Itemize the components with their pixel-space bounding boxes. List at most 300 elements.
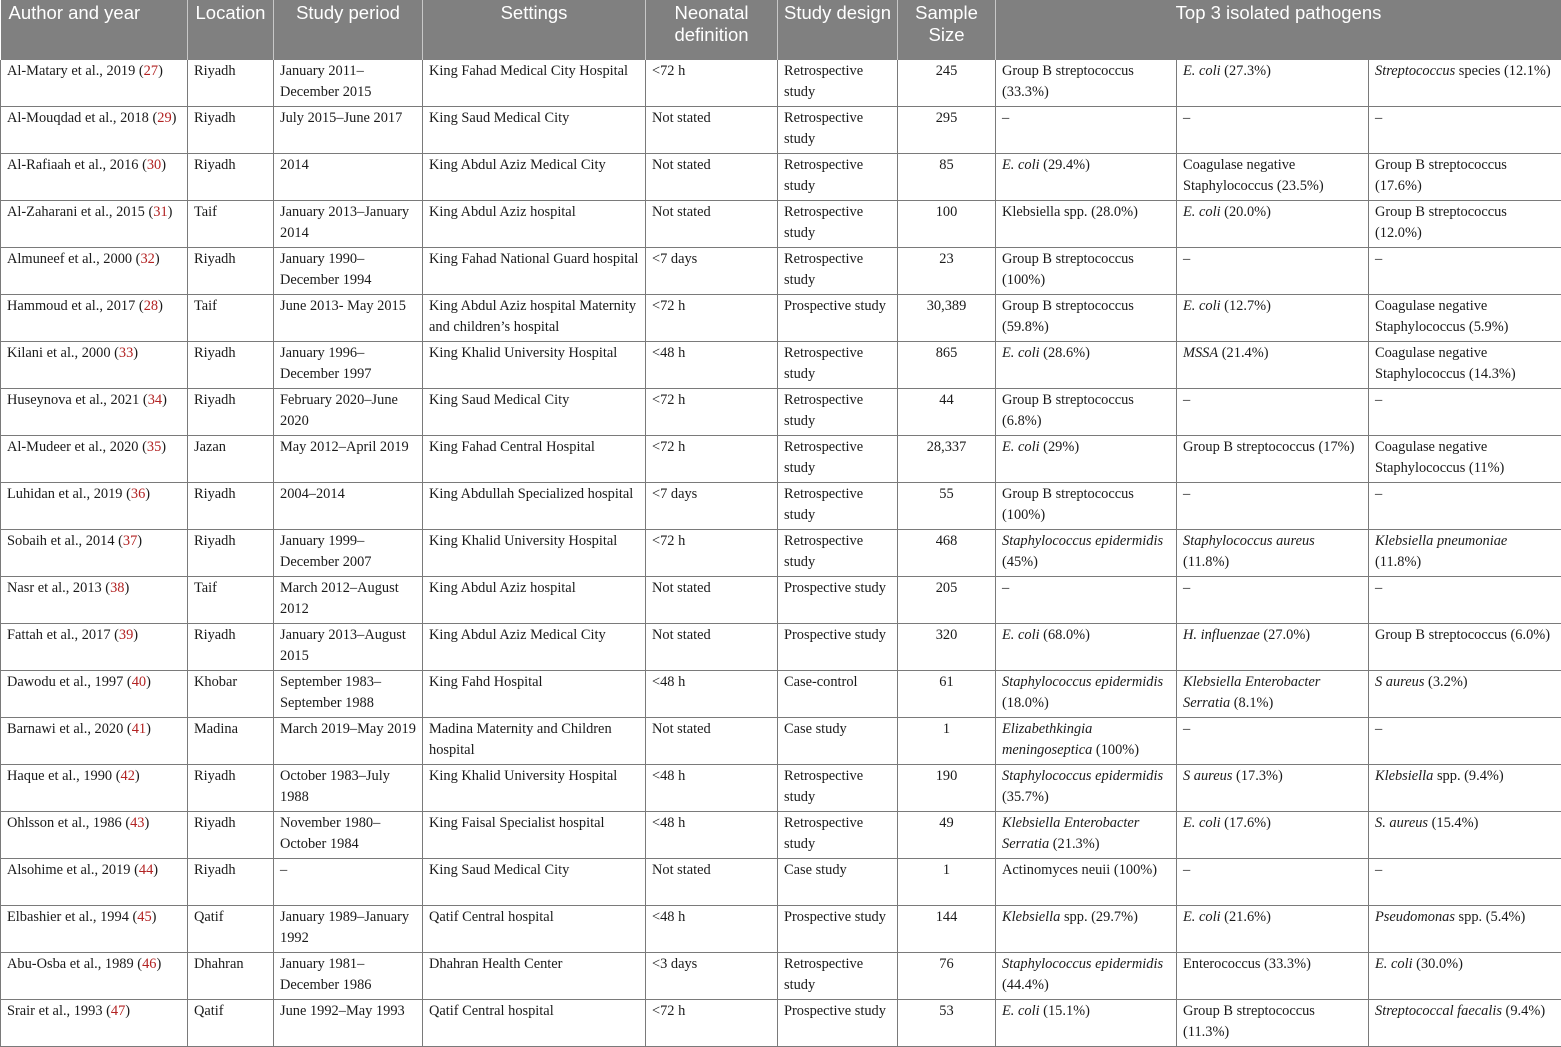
pathogen-2-cell — [1177, 295, 1369, 342]
pathogen-text: E. coli — [1002, 1003, 1040, 1019]
closing-paren: ) — [125, 580, 130, 596]
pathogen-3-cell — [1369, 906, 1561, 953]
pathogen-text: (11.8%) — [1375, 554, 1421, 570]
pathogen-3-cell — [1369, 577, 1561, 624]
pathogen-2-cell — [1177, 812, 1369, 859]
location-cell: Riyadh — [188, 389, 274, 436]
location-cell: Jazan — [188, 436, 274, 483]
author-cell — [1, 248, 188, 295]
pathogen-text: Staphylococcus epidermidis — [1002, 674, 1163, 690]
study-period-cell: January 1990–December 1994 — [274, 248, 423, 295]
author-text: Barnawi et al., 2020 ( — [7, 721, 132, 737]
pathogen-3-cell — [1369, 624, 1561, 671]
pathogen-text: (3.2%) — [1424, 674, 1467, 690]
author-text: Almuneef et al., 2000 ( — [7, 251, 140, 267]
study-period-cell: October 1983–July 1988 — [274, 765, 423, 812]
settings-cell: King Fahad Central Hospital — [423, 436, 646, 483]
pathogen-text: Streptococcus — [1375, 63, 1455, 79]
pathogen-text: – — [1375, 392, 1382, 408]
table-row — [1, 483, 1561, 530]
reference-link[interactable]: 39 — [119, 627, 133, 643]
sample-size-cell: 245 — [898, 60, 996, 107]
study-design-cell: Retrospective study — [778, 530, 898, 577]
study-period-cell: July 2015–June 2017 — [274, 107, 423, 154]
pathogen-3-cell — [1369, 859, 1561, 906]
sample-size-cell: 320 — [898, 624, 996, 671]
location-cell: Riyadh — [188, 60, 274, 107]
neonatal-definition-cell: <48 h — [646, 671, 778, 718]
pathogen-3-cell — [1369, 718, 1561, 765]
pathogen-text: species (12.1%) — [1455, 63, 1551, 79]
pathogen-2-cell — [1177, 248, 1369, 295]
reference-link[interactable]: 34 — [148, 392, 162, 408]
neonatal-definition-cell: Not stated — [646, 107, 778, 154]
neonatal-definition-cell: <72 h — [646, 389, 778, 436]
study-design-cell: Retrospective study — [778, 154, 898, 201]
author-cell — [1, 483, 188, 530]
reference-link[interactable]: 31 — [153, 204, 167, 220]
author-text: Abu-Osba et al., 1989 ( — [7, 956, 142, 972]
sample-size-cell: 295 — [898, 107, 996, 154]
pathogen-3-cell — [1369, 812, 1561, 859]
pathogen-text: (28.6%) — [1040, 345, 1090, 361]
pathogen-1-cell — [996, 483, 1177, 530]
author-cell — [1, 342, 188, 389]
pathogen-text: (15.4%) — [1428, 815, 1478, 831]
pathogen-1-cell — [996, 248, 1177, 295]
reference-link[interactable]: 29 — [157, 110, 171, 126]
reference-link[interactable]: 27 — [144, 63, 158, 79]
closing-paren: ) — [135, 768, 140, 784]
pathogen-2-cell — [1177, 389, 1369, 436]
reference-link[interactable]: 40 — [132, 674, 146, 690]
pathogen-1-cell — [996, 201, 1177, 248]
location-cell: Riyadh — [188, 812, 274, 859]
pathogen-text: (68.0%) — [1040, 627, 1090, 643]
pathogen-text: – — [1375, 862, 1382, 878]
location-cell: Riyadh — [188, 624, 274, 671]
settings-cell: King Abdul Aziz hospital — [423, 577, 646, 624]
study-period-cell: March 2019–May 2019 — [274, 718, 423, 765]
pathogen-1-cell — [996, 530, 1177, 577]
pathogen-text: Coagulase negative Staphylococcus (14.3%) — [1375, 345, 1516, 382]
pathogen-3-cell — [1369, 154, 1561, 201]
author-text: Kilani et al., 2000 ( — [7, 345, 119, 361]
neonatal-definition-cell: <72 h — [646, 1000, 778, 1047]
pathogen-3-cell — [1369, 248, 1561, 295]
pathogen-text: (44.4%) — [1002, 977, 1049, 993]
pathogen-1-cell — [996, 107, 1177, 154]
closing-paren: ) — [153, 862, 158, 878]
pathogen-text: Staphylococcus epidermidis — [1002, 768, 1163, 784]
neonatal-definition-cell: <48 h — [646, 812, 778, 859]
study-period-cell: January 1989–January 1992 — [274, 906, 423, 953]
settings-cell: King Khalid University Hospital — [423, 342, 646, 389]
study-design-cell: Retrospective study — [778, 342, 898, 389]
pathogen-text: (20.0%) — [1221, 204, 1271, 220]
settings-cell: King Abdul Aziz hospital Maternity and children’s hospital — [423, 295, 646, 342]
reference-link[interactable]: 37 — [123, 533, 137, 549]
study-period-cell: January 1981–December 1986 — [274, 953, 423, 1000]
location-cell: Taif — [188, 201, 274, 248]
pathogen-text: Streptococcal faecalis — [1375, 1003, 1502, 1019]
study-period-cell: January 1996–December 1997 — [274, 342, 423, 389]
table-row — [1, 671, 1561, 718]
settings-cell: King Abdul Aziz Medical City — [423, 624, 646, 671]
settings-cell: King Abdul Aziz hospital — [423, 201, 646, 248]
pathogen-3-cell — [1369, 953, 1561, 1000]
pathogen-text: (15.1%) — [1040, 1003, 1090, 1019]
pathogen-text: E. coli — [1002, 627, 1040, 643]
author-text: Nasr et al., 2013 ( — [7, 580, 110, 596]
pathogen-1-cell — [996, 953, 1177, 1000]
header-study-design: Study design — [778, 0, 898, 60]
sample-size-cell: 53 — [898, 1000, 996, 1047]
pathogen-text: (18.0%) — [1002, 695, 1049, 711]
closing-paren: ) — [156, 956, 161, 972]
pathogen-text: (21.6%) — [1221, 909, 1271, 925]
pathogen-text: – — [1002, 110, 1009, 126]
sample-size-cell: 144 — [898, 906, 996, 953]
reference-link[interactable]: 44 — [139, 862, 153, 878]
pathogen-3-cell — [1369, 765, 1561, 812]
table-row — [1, 859, 1561, 906]
author-cell — [1, 201, 188, 248]
pathogen-2-cell — [1177, 859, 1369, 906]
location-cell: Qatif — [188, 906, 274, 953]
study-design-cell: Case study — [778, 859, 898, 906]
pathogen-text: – — [1375, 110, 1382, 126]
table-row — [1, 577, 1561, 624]
sample-size-cell: 1 — [898, 859, 996, 906]
header-author: Author and year — [1, 0, 188, 60]
table-row — [1, 624, 1561, 671]
study-design-cell: Case-control — [778, 671, 898, 718]
closing-paren: ) — [152, 909, 157, 925]
author-text: Al-Zaharani et al., 2015 ( — [7, 204, 153, 220]
study-design-cell: Prospective study — [778, 295, 898, 342]
table-row — [1, 295, 1561, 342]
pathogen-text: – — [1002, 580, 1009, 596]
pathogen-1-cell — [996, 342, 1177, 389]
pathogen-text: (45%) — [1002, 554, 1038, 570]
pathogen-text: – — [1183, 862, 1190, 878]
author-cell — [1, 812, 188, 859]
pathogen-text: Staphylococcus epidermidis — [1002, 533, 1163, 549]
pathogen-text: – — [1375, 580, 1382, 596]
location-cell: Riyadh — [188, 483, 274, 530]
neonatal-definition-cell: <48 h — [646, 906, 778, 953]
pathogen-text: Group B streptococcus (6.0%) — [1375, 627, 1550, 643]
table-row — [1, 530, 1561, 577]
reference-link[interactable]: 32 — [140, 251, 154, 267]
neonatal-definition-cell: <72 h — [646, 295, 778, 342]
pathogen-2-cell — [1177, 483, 1369, 530]
closing-paren: ) — [137, 533, 142, 549]
study-design-cell: Retrospective study — [778, 201, 898, 248]
study-period-cell: January 2013–August 2015 — [274, 624, 423, 671]
pathogen-2-cell — [1177, 671, 1369, 718]
study-period-cell: January 2013–January 2014 — [274, 201, 423, 248]
pathogen-text: (11.8%) — [1183, 554, 1229, 570]
author-cell — [1, 859, 188, 906]
sample-size-cell: 23 — [898, 248, 996, 295]
pathogen-3-cell — [1369, 201, 1561, 248]
pathogen-2-cell — [1177, 577, 1369, 624]
pathogen-2-cell — [1177, 154, 1369, 201]
closing-paren: ) — [155, 251, 160, 267]
pathogen-3-cell — [1369, 60, 1561, 107]
settings-cell: Dhahran Health Center — [423, 953, 646, 1000]
study-design-cell: Retrospective study — [778, 248, 898, 295]
author-text: Hammoud et al., 2017 ( — [7, 298, 144, 314]
pathogen-2-cell — [1177, 624, 1369, 671]
reference-link[interactable]: 46 — [142, 956, 156, 972]
pathogen-1-cell — [996, 671, 1177, 718]
pathogen-2-cell — [1177, 342, 1369, 389]
pathogen-text: Elizabethkingia meningoseptica — [1002, 721, 1092, 758]
author-text: Fattah et al., 2017 ( — [7, 627, 119, 643]
study-period-cell: 2014 — [274, 154, 423, 201]
author-text: Luhidan et al., 2019 ( — [7, 486, 131, 502]
study-period-cell: November 1980–October 1984 — [274, 812, 423, 859]
study-design-cell: Retrospective study — [778, 436, 898, 483]
pathogen-text: Group B streptococcus (11.3%) — [1183, 1003, 1315, 1040]
table-row — [1, 906, 1561, 953]
reference-link[interactable]: 41 — [132, 721, 146, 737]
pathogen-1-cell — [996, 765, 1177, 812]
author-text: Al-Mudeer et al., 2020 ( — [7, 439, 147, 455]
pathogen-text: (100%) — [1092, 742, 1139, 758]
location-cell: Riyadh — [188, 765, 274, 812]
neonatal-definition-cell: Not stated — [646, 154, 778, 201]
table-row — [1, 248, 1561, 295]
reference-link[interactable]: 33 — [119, 345, 133, 361]
pathogen-text: MSSA — [1183, 345, 1218, 361]
reference-link[interactable]: 45 — [137, 909, 151, 925]
study-period-cell: September 1983–September 1988 — [274, 671, 423, 718]
header-sample-size: Sample Size — [898, 0, 996, 60]
pathogen-2-cell — [1177, 718, 1369, 765]
sample-size-cell: 85 — [898, 154, 996, 201]
study-period-cell: January 2011–December 2015 — [274, 60, 423, 107]
pathogen-1-cell — [996, 859, 1177, 906]
pathogen-text: Klebsiella spp. (28.0%) — [1002, 204, 1138, 220]
pathogen-1-cell — [996, 1000, 1177, 1047]
pathogen-text: E. coli — [1183, 815, 1221, 831]
pathogen-text: E. coli — [1183, 63, 1221, 79]
author-cell — [1, 107, 188, 154]
reference-link[interactable]: 47 — [111, 1003, 125, 1019]
neonatal-definition-cell: <72 h — [646, 530, 778, 577]
pathogen-text: E. coli — [1183, 204, 1221, 220]
reference-link[interactable]: 38 — [110, 580, 124, 596]
pathogen-3-cell — [1369, 483, 1561, 530]
pathogen-text: – — [1375, 486, 1382, 502]
settings-cell: King Fahad National Guard hospital — [423, 248, 646, 295]
location-cell: Riyadh — [188, 342, 274, 389]
pathogen-text: Coagulase negative Staphylococcus (11%) — [1375, 439, 1504, 476]
pathogen-text: Group B streptococcus (33.3%) — [1002, 63, 1134, 100]
study-design-cell: Retrospective study — [778, 953, 898, 1000]
settings-cell: King Abdul Aziz Medical City — [423, 154, 646, 201]
author-cell — [1, 530, 188, 577]
reference-link[interactable]: 42 — [121, 768, 135, 784]
study-design-cell: Prospective study — [778, 1000, 898, 1047]
pathogen-text: (27.0%) — [1260, 627, 1310, 643]
closing-paren: ) — [125, 1003, 130, 1019]
reference-link[interactable]: 43 — [130, 815, 144, 831]
location-cell: Dhahran — [188, 953, 274, 1000]
sample-size-cell: 190 — [898, 765, 996, 812]
pathogen-text: Enterococcus (33.3%) — [1183, 956, 1311, 972]
location-cell: Riyadh — [188, 530, 274, 577]
author-cell — [1, 436, 188, 483]
header-row — [1, 0, 1561, 60]
settings-cell: King Khalid University Hospital — [423, 765, 646, 812]
author-text: Haque et al., 1990 ( — [7, 768, 121, 784]
pathogen-2-cell — [1177, 1000, 1369, 1047]
pathogen-3-cell — [1369, 107, 1561, 154]
pathogen-text: – — [1183, 721, 1190, 737]
location-cell: Riyadh — [188, 248, 274, 295]
location-cell: Riyadh — [188, 154, 274, 201]
study-period-cell: June 1992–May 1993 — [274, 1000, 423, 1047]
settings-cell: Madina Maternity and Children hospital — [423, 718, 646, 765]
author-text: Huseynova et al., 2021 ( — [7, 392, 148, 408]
pathogen-text: – — [1375, 251, 1382, 267]
settings-cell: Qatif Central hospital — [423, 1000, 646, 1047]
table-row — [1, 201, 1561, 248]
pathogen-text: (9.4%) — [1502, 1003, 1545, 1019]
pathogen-1-cell — [996, 577, 1177, 624]
location-cell: Riyadh — [188, 859, 274, 906]
pathogen-3-cell — [1369, 436, 1561, 483]
pathogen-3-cell — [1369, 671, 1561, 718]
pathogen-text: – — [1183, 486, 1190, 502]
settings-cell: King Saud Medical City — [423, 859, 646, 906]
pathogen-text: (12.7%) — [1221, 298, 1271, 314]
author-cell — [1, 906, 188, 953]
pathogen-text: E. coli — [1002, 345, 1040, 361]
reference-link[interactable]: 28 — [144, 298, 158, 314]
author-text: Al-Mouqdad et al., 2018 ( — [7, 110, 157, 126]
settings-cell: King Fahad Medical City Hospital — [423, 60, 646, 107]
table-row — [1, 765, 1561, 812]
pathogen-text: E. coli — [1002, 439, 1040, 455]
pathogen-text: Coagulase negative Staphylococcus (5.9%) — [1375, 298, 1508, 335]
pathogen-text: Group B streptococcus (100%) — [1002, 251, 1134, 288]
settings-cell: Qatif Central hospital — [423, 906, 646, 953]
pathogen-2-cell — [1177, 953, 1369, 1000]
neonatal-definition-cell: <48 h — [646, 765, 778, 812]
closing-paren: ) — [146, 674, 151, 690]
table-row — [1, 718, 1561, 765]
neonatal-definition-cell: Not stated — [646, 624, 778, 671]
pathogen-text: Actinomyces neuii (100%) — [1002, 862, 1157, 878]
closing-paren: ) — [158, 298, 163, 314]
pathogen-text: – — [1375, 721, 1382, 737]
pathogen-text: – — [1183, 580, 1190, 596]
author-text: Al-Rafiaah et al., 2016 ( — [7, 157, 147, 173]
pathogen-1-cell — [996, 60, 1177, 107]
pathogen-text: Group B streptococcus (17%) — [1183, 439, 1354, 455]
closing-paren: ) — [172, 110, 177, 126]
pathogen-text: S aureus — [1183, 768, 1232, 784]
closing-paren: ) — [145, 486, 150, 502]
sample-size-cell: 1 — [898, 718, 996, 765]
study-period-cell: 2004–2014 — [274, 483, 423, 530]
pathogen-1-cell — [996, 154, 1177, 201]
author-text: Elbashier et al., 1994 ( — [7, 909, 137, 925]
closing-paren: ) — [162, 392, 167, 408]
location-cell: Qatif — [188, 1000, 274, 1047]
pathogen-text: spp. (5.4%) — [1455, 909, 1525, 925]
study-design-cell: Retrospective study — [778, 765, 898, 812]
neonatal-definition-cell: <72 h — [646, 436, 778, 483]
author-cell — [1, 765, 188, 812]
pathogen-text: (35.7%) — [1002, 789, 1049, 805]
pathogen-text: (17.3%) — [1232, 768, 1282, 784]
pathogen-text: (21.4%) — [1218, 345, 1268, 361]
pathogen-3-cell — [1369, 342, 1561, 389]
pathogen-text: Klebsiella — [1002, 909, 1060, 925]
pathogen-2-cell — [1177, 201, 1369, 248]
sample-size-cell: 44 — [898, 389, 996, 436]
author-text: Ohlsson et al., 1986 ( — [7, 815, 130, 831]
author-cell — [1, 577, 188, 624]
pathogen-text: Group B streptococcus (100%) — [1002, 486, 1134, 523]
pathogen-text: Klebsiella Enterobacter Serratia — [1002, 815, 1139, 852]
neonatal-definition-cell: <72 h — [646, 60, 778, 107]
pathogen-text: (29%) — [1040, 439, 1080, 455]
reference-link[interactable]: 35 — [147, 439, 161, 455]
pathogen-1-cell — [996, 624, 1177, 671]
header-location: Location — [188, 0, 274, 60]
pathogen-text: Klebsiella pneumoniae — [1375, 533, 1507, 549]
study-design-cell: Retrospective study — [778, 389, 898, 436]
study-period-cell: – — [274, 859, 423, 906]
table-body — [1, 60, 1561, 1047]
neonatal-definition-cell: <7 days — [646, 483, 778, 530]
sample-size-cell: 28,337 — [898, 436, 996, 483]
sample-size-cell: 865 — [898, 342, 996, 389]
closing-paren: ) — [146, 721, 151, 737]
pathogen-text: (29.4%) — [1040, 157, 1090, 173]
location-cell: Taif — [188, 295, 274, 342]
pathogen-1-cell — [996, 812, 1177, 859]
pathogen-text: Klebsiella Enterobacter Serratia — [1183, 674, 1320, 711]
header-top-pathogens: Top 3 isolated pathogens — [996, 0, 1561, 60]
settings-cell: King Saud Medical City — [423, 107, 646, 154]
pathogen-1-cell — [996, 906, 1177, 953]
sample-size-cell: 49 — [898, 812, 996, 859]
location-cell: Madina — [188, 718, 274, 765]
pathogen-text: S aureus — [1375, 674, 1424, 690]
sample-size-cell: 205 — [898, 577, 996, 624]
reference-link[interactable]: 36 — [131, 486, 145, 502]
author-cell — [1, 60, 188, 107]
neonatal-definition-cell: Not stated — [646, 859, 778, 906]
pathogen-2-cell — [1177, 436, 1369, 483]
author-cell — [1, 389, 188, 436]
author-text: Srair et al., 1993 ( — [7, 1003, 111, 1019]
closing-paren: ) — [161, 157, 166, 173]
author-text: Al-Matary et al., 2019 ( — [7, 63, 144, 79]
author-text: Alsohime et al., 2019 ( — [7, 862, 139, 878]
reference-link[interactable]: 30 — [147, 157, 161, 173]
study-design-cell: Case study — [778, 718, 898, 765]
